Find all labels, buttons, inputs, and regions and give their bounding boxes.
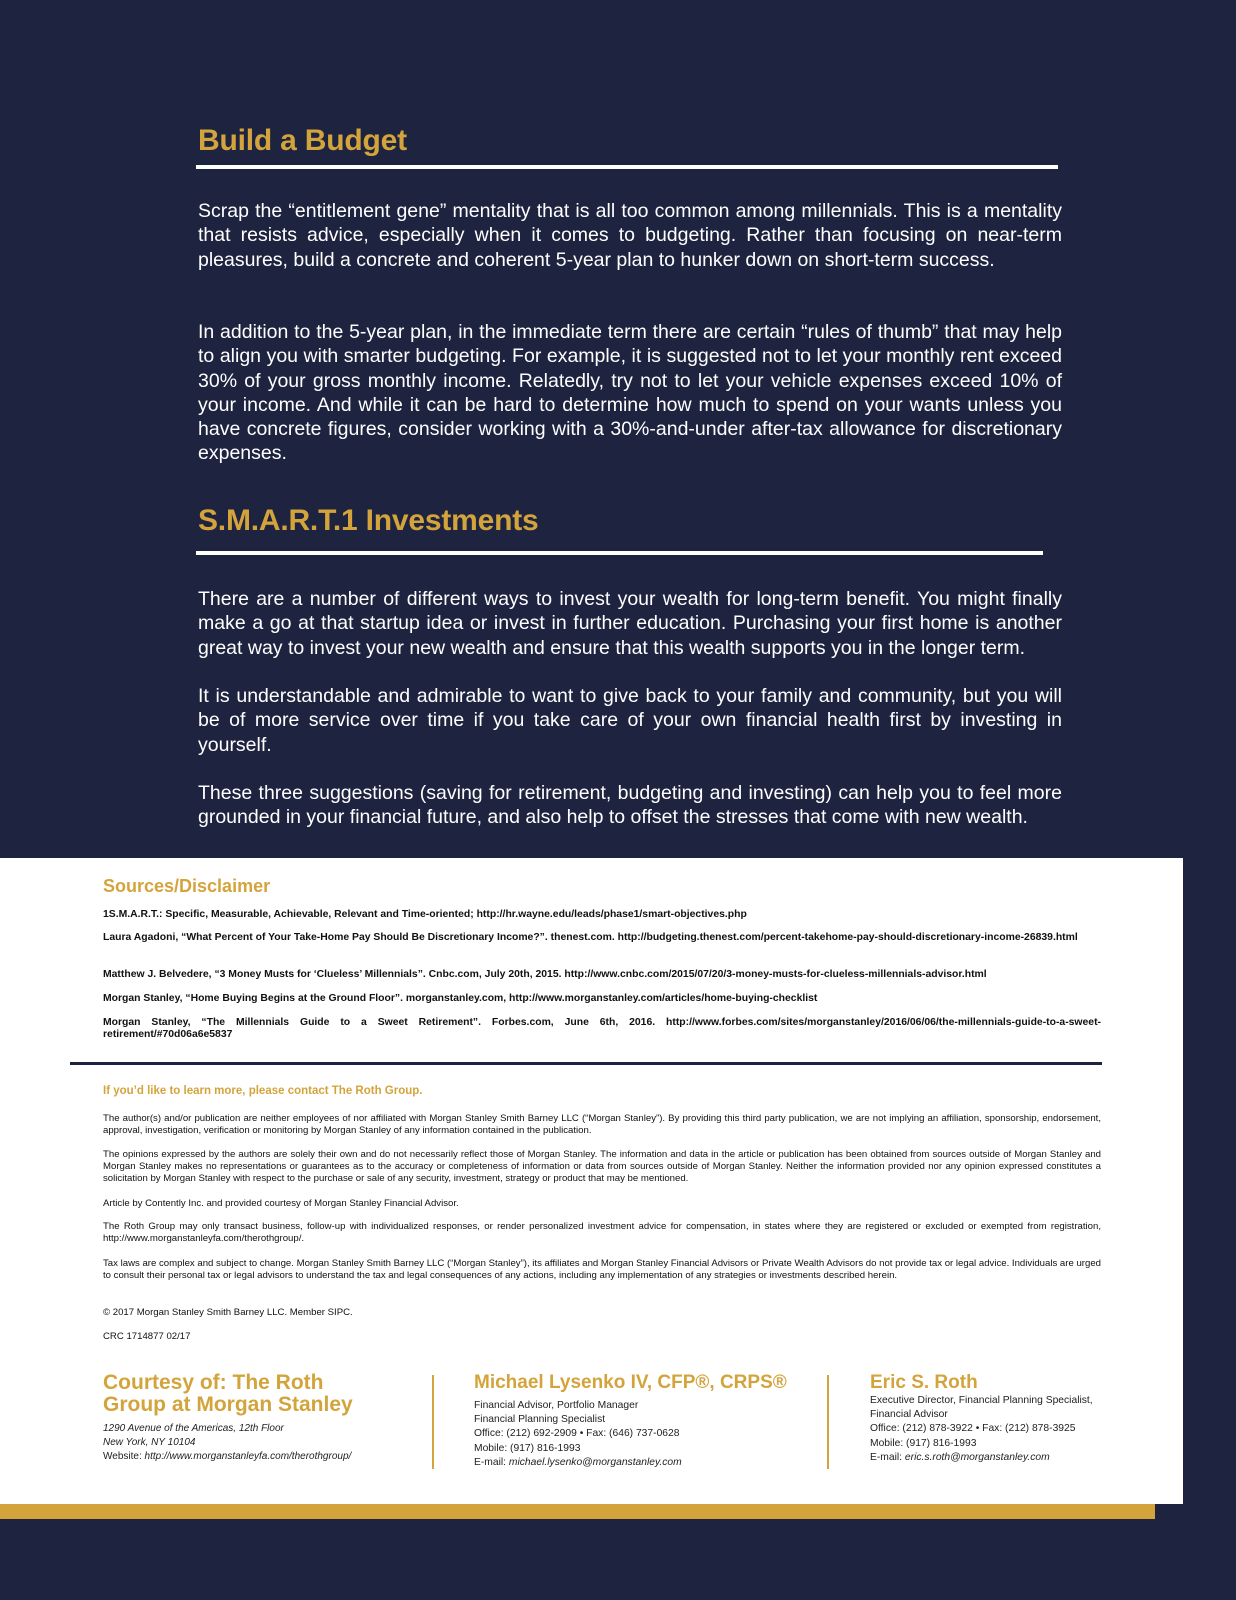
- disclaimer-paragraph: Article by Contently Inc. and provided courtesy of Morgan Stanley Financial Advisor.: [103, 1198, 459, 1209]
- advisor-1-email-line: [474, 1456, 814, 1470]
- website-label: Website:: [103, 1451, 142, 1462]
- advisor-2-mobile: Mobile: (917) 816-1993: [870, 1437, 977, 1449]
- smart-paragraph-1: There are a number of different ways to invest your wealth for long-term benefit. You might finally make a go at that startup idea or invest in further education. Purchasing your first home is another great way to invest your new wealth and ensure that this wealth supports you in the longer term.: [198, 588, 1062, 659]
- budget-heading: Build a Budget: [198, 124, 407, 157]
- advisor-1-phones: Office: (212) 692-2909 • Fax: (646) 737-0628: [474, 1428, 680, 1440]
- source-item: Laura Agadoni, “What Percent of Your Take-Home Pay Should Be Discretionary Income?”. thenest.com. http://budgeting.thenest.com/percent-takehome-pay-should-discretionary-income-26839.html: [103, 932, 1078, 943]
- advisor-1-block: [474, 1372, 814, 1470]
- source-item: Morgan Stanley, “The Millennials Guide to a Sweet Retirement”. Forbes.com, June 6th, 2016. http://www.forbes.com/sites/morganstanley/2016/06/06/the-millennials-guide-to-a-sweet-retirement/#70d06a6e5837: [103, 1017, 1101, 1040]
- email-label: E-mail:: [474, 1456, 507, 1468]
- budget-paragraph-2: In addition to the 5-year plan, in the immediate term there are certain “rules of thumb” that may help to align you with smarter budgeting. For example, it is suggested not to let your monthly rent exceed 30% of your gross monthly income. Relatedly, try not to let your vehicle expenses exceed 10% of your income. And while it can be hard to determine how much to spend on your wants unless you have concrete figures, consider working with a 30%-and-under after-tax allowance for discretionary expenses.: [198, 321, 1062, 465]
- source-item: 1S.M.A.R.T.: Specific, Measurable, Achievable, Relevant and Time-oriented; http://hr.wayne.edu/leads/phase1/smart-objectives.php: [103, 909, 747, 920]
- advisor-2-title-1: Executive Director, Financial Planning Specialist,: [870, 1395, 1093, 1406]
- advisor-2-name: Eric S. Roth: [870, 1372, 978, 1393]
- smart-paragraph-2: It is understandable and admirable to want to give back to your family and community, but you will be of more service over time if you take care of your own financial health first by investing in yourself.: [198, 685, 1062, 756]
- footer-divider-1: [432, 1375, 434, 1469]
- footer-divider-2: [827, 1375, 829, 1469]
- crc-code: CRC 1714877 02/17: [103, 1331, 191, 1342]
- copyright-line: © 2017 Morgan Stanley Smith Barney LLC. Member SIPC.: [103, 1307, 353, 1318]
- advisor-2-block: [870, 1372, 1170, 1465]
- disclaimer-paragraph: The author(s) and/or publication are neither employees of nor affiliated with Morgan Stanley Smith Barney LLC (“Morgan Stanley”). By providing this third party publication, we are not implying an affiliation, sponsorship, endorsement, approval, investigation, verification or monitoring by Morgan Stanley of any information contained in the publication.: [103, 1113, 1101, 1136]
- smart-paragraph-3: These three suggestions (saving for retirement, budgeting and investing) can help you to feel more grounded in your financial future, and also help to offset the stresses that come with new wealth.: [198, 782, 1062, 829]
- advisor-2-email-line: [870, 1451, 1170, 1465]
- courtesy-block: [103, 1372, 403, 1464]
- disclaimer-paragraph: The opinions expressed by the authors are solely their own and do not necessarily reflect those of Morgan Stanley. The information and data in the article or publication has been obtained from sources outside of Morgan Stanley and Morgan Stanley makes no representations or guarantees as to the accuracy or completeness of information or data from sources outside of Morgan Stanley. Neither the information provided nor any opinion expressed constitutes a solicitation by Morgan Stanley with respect to the purchase or sale of any security, investment, strategy or product that may be mentioned.: [103, 1149, 1101, 1184]
- section-divider: [70, 1062, 1102, 1065]
- courtesy-line-2: Group at Morgan Stanley: [103, 1393, 353, 1416]
- advisor-1-title-1: Financial Advisor, Portfolio Manager: [474, 1400, 639, 1411]
- website-line: [103, 1450, 403, 1464]
- advisor-1-mobile: Mobile: (917) 816-1993: [474, 1442, 581, 1454]
- advisor-1-name: Michael Lysenko IV, CFP®, CRPS®: [474, 1372, 787, 1393]
- courtesy-line-1: Courtesy of: The Roth: [103, 1371, 324, 1394]
- advisor-2-phones: Office: (212) 878-3922 • Fax: (212) 878-3925: [870, 1423, 1076, 1435]
- source-item: Matthew J. Belvedere, “3 Money Musts for ‘Clueless’ Millennials”. Cnbc.com, July 20th, 2015. http://www.cnbc.com/2015/07/20/3-money-musts-for-clueless-millennials-advisor.html: [103, 969, 987, 980]
- smart-heading: S.M.A.R.T.1 Investments: [198, 504, 539, 537]
- advisor-1-title-2: Financial Planning Specialist: [474, 1414, 606, 1426]
- sources-title: Sources/Disclaimer: [103, 876, 271, 896]
- disclaimer-paragraph: The Roth Group may only transact business, follow-up with individualized responses, or render personalized investment advice for compensation, in states where they are registered or excluded or exempted from registration, http://www.morganstanleyfa.com/therothgroup/.: [103, 1221, 1101, 1244]
- address-line-1: 1290 Avenue of the Americas, 12th Floor: [103, 1423, 284, 1434]
- disclaimer-paragraph: Tax laws are complex and subject to change. Morgan Stanley Smith Barney LLC (“Morgan Stanley”), its affiliates and Morgan Stanley Financial Advisors or Private Wealth Advisors do not provide tax or legal advice. Individuals are urged to consult their personal tax or legal advisors to understand the tax and legal consequences of any actions, including any implementation of any strategies or investments described herein.: [103, 1258, 1101, 1281]
- website-link[interactable]: http://www.morganstanleyfa.com/therothgroup/: [144, 1451, 352, 1462]
- advisor-1-email[interactable]: michael.lysenko@morganstanley.com: [508, 1456, 682, 1468]
- advisor-2-title-2: Financial Advisor: [870, 1409, 948, 1421]
- contact-call-to-action: If you’d like to learn more, please contact The Roth Group.: [103, 1085, 423, 1097]
- smart-heading-rule: [196, 551, 1043, 555]
- advisor-2-email[interactable]: eric.s.roth@morganstanley.com: [904, 1451, 1050, 1463]
- gold-footer-bar: [0, 1504, 1155, 1519]
- address-line-2: New York, NY 10104: [103, 1437, 196, 1448]
- source-item: Morgan Stanley, “Home Buying Begins at the Ground Floor”. morganstanley.com, http://www.morganstanley.com/articles/home-buying-checklist: [103, 993, 818, 1004]
- budget-paragraph-1: Scrap the “entitlement gene” mentality that is all too common among millennials. This is a mentality that resists advice, especially when it comes to budgeting. Rather than focusing on near-term pleasures, build a concrete and coherent 5-year plan to hunker down on short-term success.: [198, 200, 1062, 271]
- email-label: E-mail:: [870, 1451, 903, 1463]
- budget-heading-rule: [196, 165, 1058, 169]
